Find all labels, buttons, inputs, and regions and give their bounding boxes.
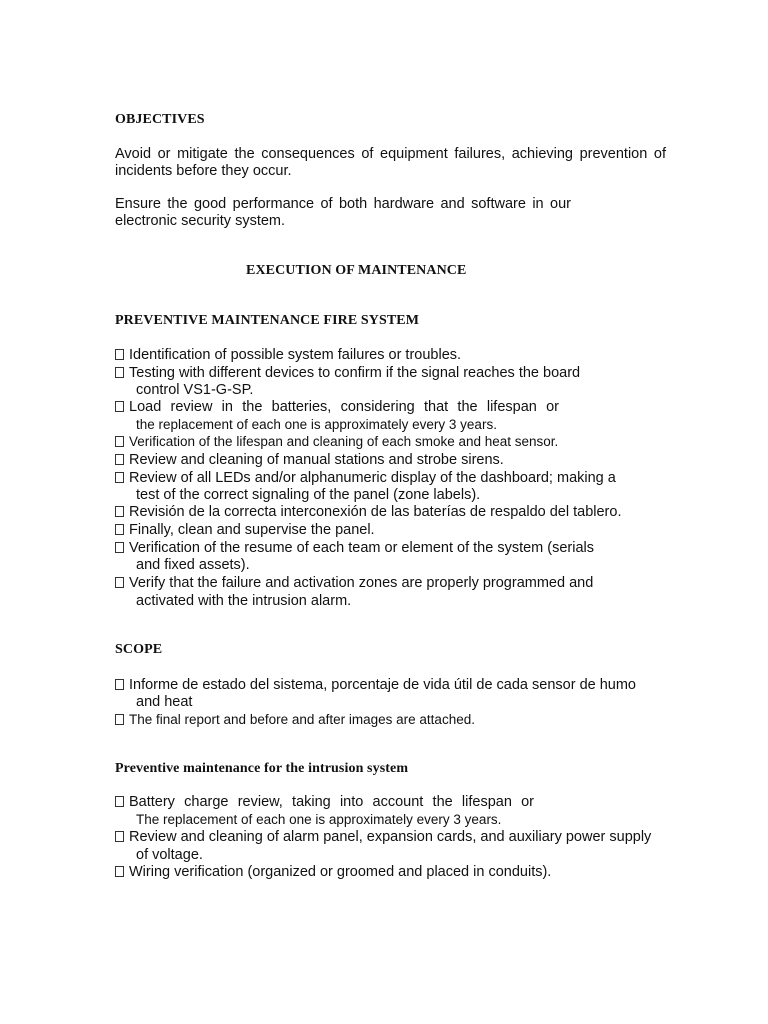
fire-item-9: Verification of the resume of each team or element of the system (serials — [115, 540, 594, 557]
scope-heading: SCOPE — [115, 642, 163, 657]
scope-item-1-continuation: and heat — [136, 694, 193, 710]
checkbox-icon — [115, 401, 124, 412]
checkbox-icon — [115, 367, 124, 378]
intrusion-item-2: Review and cleaning of alarm panel, expansion cards, and auxiliary power supply — [115, 829, 651, 846]
objectives-paragraph-2-line-2: electronic security system. — [115, 213, 286, 229]
checkbox-icon — [115, 542, 124, 553]
intrusion-item-1-continuation: The replacement of each one is approximately every 3 years. — [136, 812, 502, 827]
checkbox-icon — [115, 714, 124, 725]
fire-item-5: Review and cleaning of manual stations and strobe sirens. — [115, 452, 504, 469]
fire-item-3-continuation: the replacement of each one is approximately every 3 years. — [136, 417, 497, 432]
intrusion-item-2-continuation: of voltage. — [136, 847, 203, 863]
intrusion-heading: Preventive maintenance for the intrusion system — [115, 761, 409, 776]
fire-item-10: Verify that the failure and activation zones are properly programmed and — [115, 575, 593, 592]
fire-item-1: Identification of possible system failures or troubles. — [115, 347, 461, 364]
scope-item-2: The final report and before and after images are attached. — [115, 711, 475, 728]
fire-item-9-continuation: and fixed assets). — [136, 557, 250, 573]
checkbox-icon — [115, 866, 124, 877]
intrusion-item-1: Battery charge review, taking into account the lifespan or — [115, 794, 534, 811]
fire-item-2: Testing with different devices to confirm if the signal reaches the board — [115, 365, 580, 382]
objectives-paragraph-2-line-1: Ensure the good performance of both hardware and software in our — [115, 196, 571, 212]
scope-item-1: Informe de estado del sistema, porcentaje de vida útil de cada sensor de humo — [115, 677, 636, 694]
checkbox-icon — [115, 472, 124, 483]
checkbox-icon — [115, 506, 124, 517]
fire-item-8: Finally, clean and supervise the panel. — [115, 522, 375, 539]
fire-item-10-continuation: activated with the intrusion alarm. — [136, 593, 352, 609]
checkbox-icon — [115, 349, 124, 360]
checkbox-icon — [115, 679, 124, 690]
fire-item-7: Revisión de la correcta interconexión de las baterías de respaldo del tablero. — [115, 504, 621, 521]
fire-item-6: Review of all LEDs and/or alphanumeric display of the dashboard; making a — [115, 470, 616, 487]
objectives-heading: OBJECTIVES — [115, 112, 205, 127]
fire-item-6-continuation: test of the correct signaling of the panel (zone labels). — [136, 487, 481, 503]
checkbox-icon — [115, 796, 124, 807]
fire-item-4: Verification of the lifespan and cleaning of each smoke and heat sensor. — [115, 433, 558, 450]
objectives-paragraph-1-line-1: Avoid or mitigate the consequences of equipment failures, achieving prevention of — [115, 146, 666, 162]
intrusion-item-3: Wiring verification (organized or groomed and placed in conduits). — [115, 864, 551, 881]
objectives-paragraph-1-line-2: incidents before they occur. — [115, 163, 292, 179]
checkbox-icon — [115, 436, 124, 447]
fire-system-heading: PREVENTIVE MAINTENANCE FIRE SYSTEM — [115, 313, 420, 328]
checkbox-icon — [115, 524, 124, 535]
fire-item-2-continuation: control VS1-G-SP. — [136, 382, 254, 398]
checkbox-icon — [115, 831, 124, 842]
fire-item-3: Load review in the batteries, considering that the lifespan or — [115, 399, 559, 416]
execution-heading: EXECUTION OF MAINTENANCE — [246, 263, 467, 278]
checkbox-icon — [115, 454, 124, 465]
checkbox-icon — [115, 577, 124, 588]
